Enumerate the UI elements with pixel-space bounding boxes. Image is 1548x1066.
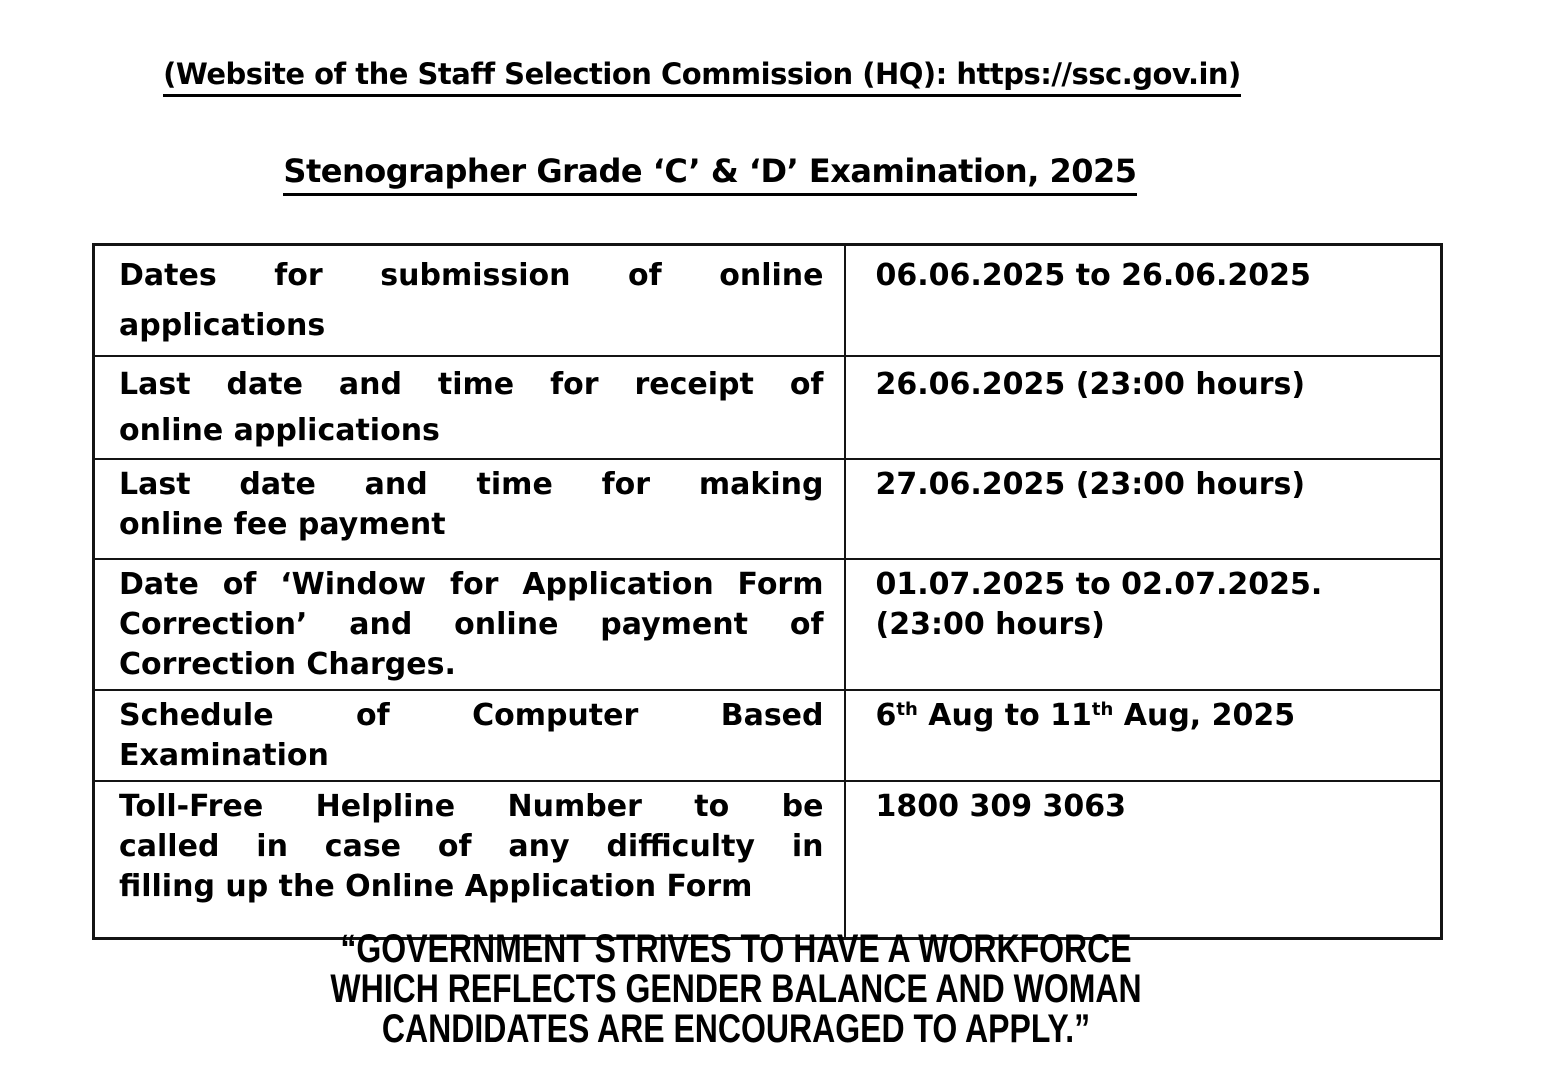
table-row-submission-dates [94, 245, 1442, 357]
value-line: (23:00 hours) [875, 607, 1105, 642]
table-row-exam-schedule [94, 690, 1442, 781]
row-value [845, 690, 1442, 781]
label-line: Last date and time for making [119, 467, 824, 502]
ordinal-suffix: th [1091, 699, 1114, 721]
footer-quote [147, 929, 1325, 1049]
row-label [94, 690, 845, 781]
ordinal-suffix: th [896, 699, 918, 721]
quote-line: “GOVERNMENT STRIVES TO HAVE A WORKFORCE [340, 927, 1132, 971]
row-label [94, 245, 845, 357]
row-value [845, 245, 1442, 357]
row-value [845, 559, 1442, 690]
label-line: online fee payment [119, 507, 446, 542]
row-value [845, 459, 1442, 559]
label-line: online applications [119, 413, 440, 448]
label-line: Correction Charges. [119, 647, 456, 682]
value-part: Aug, 2025 [1113, 698, 1296, 733]
value-line: 06.06.2025 to 26.06.2025 [875, 258, 1311, 293]
row-value [845, 356, 1442, 459]
table-row-correction-window [94, 559, 1442, 690]
label-line: called in case of any difficulty in [119, 829, 824, 864]
exam-title-text: Stenographer Grade ‘C’ & ‘D’ Examination, 2025 [283, 152, 1136, 196]
exam-title [0, 152, 1420, 190]
website-line [0, 57, 1404, 91]
label-line: filling up the Online Application Form [119, 869, 753, 904]
row-label [94, 459, 845, 559]
value-line: 1800 309 3063 [875, 789, 1127, 824]
label-line: Last date and time for receipt of [119, 367, 824, 402]
label-line: Correction’ and online payment of [119, 607, 824, 642]
row-value [845, 781, 1442, 938]
label-line: applications [119, 308, 326, 343]
table-row-last-date-receipt [94, 356, 1442, 459]
table-row-fee-payment [94, 459, 1442, 559]
value-line: 26.06.2025 (23:00 hours) [875, 367, 1306, 402]
quote-line: WHICH REFLECTS GENDER BALANCE AND WOMAN [330, 967, 1142, 1011]
label-line: Toll-Free Helpline Number to be [119, 789, 824, 824]
value-part: Aug to 11 [917, 698, 1092, 733]
value-line: 27.06.2025 (23:00 hours) [875, 467, 1306, 502]
row-label [94, 559, 845, 690]
label-line: Examination [119, 738, 329, 773]
row-label [94, 781, 845, 938]
label-line: Dates for submission of online [119, 258, 824, 293]
label-line: Schedule of Computer Based [119, 698, 824, 733]
value-part: 6 [875, 698, 897, 733]
table-row-helpline [94, 781, 1442, 938]
value-line [876, 696, 1429, 740]
website-line-text: (Website of the Staff Selection Commission (HQ): https://ssc.gov.in) [163, 57, 1241, 97]
row-label [94, 356, 845, 459]
label-line: Date of ‘Window for Application Form [119, 567, 824, 602]
quote-line: CANDIDATES ARE ENCOURAGED TO APPLY.” [381, 1007, 1091, 1051]
value-line: 01.07.2025 to 02.07.2025. [875, 567, 1323, 602]
schedule-table [92, 243, 1443, 940]
